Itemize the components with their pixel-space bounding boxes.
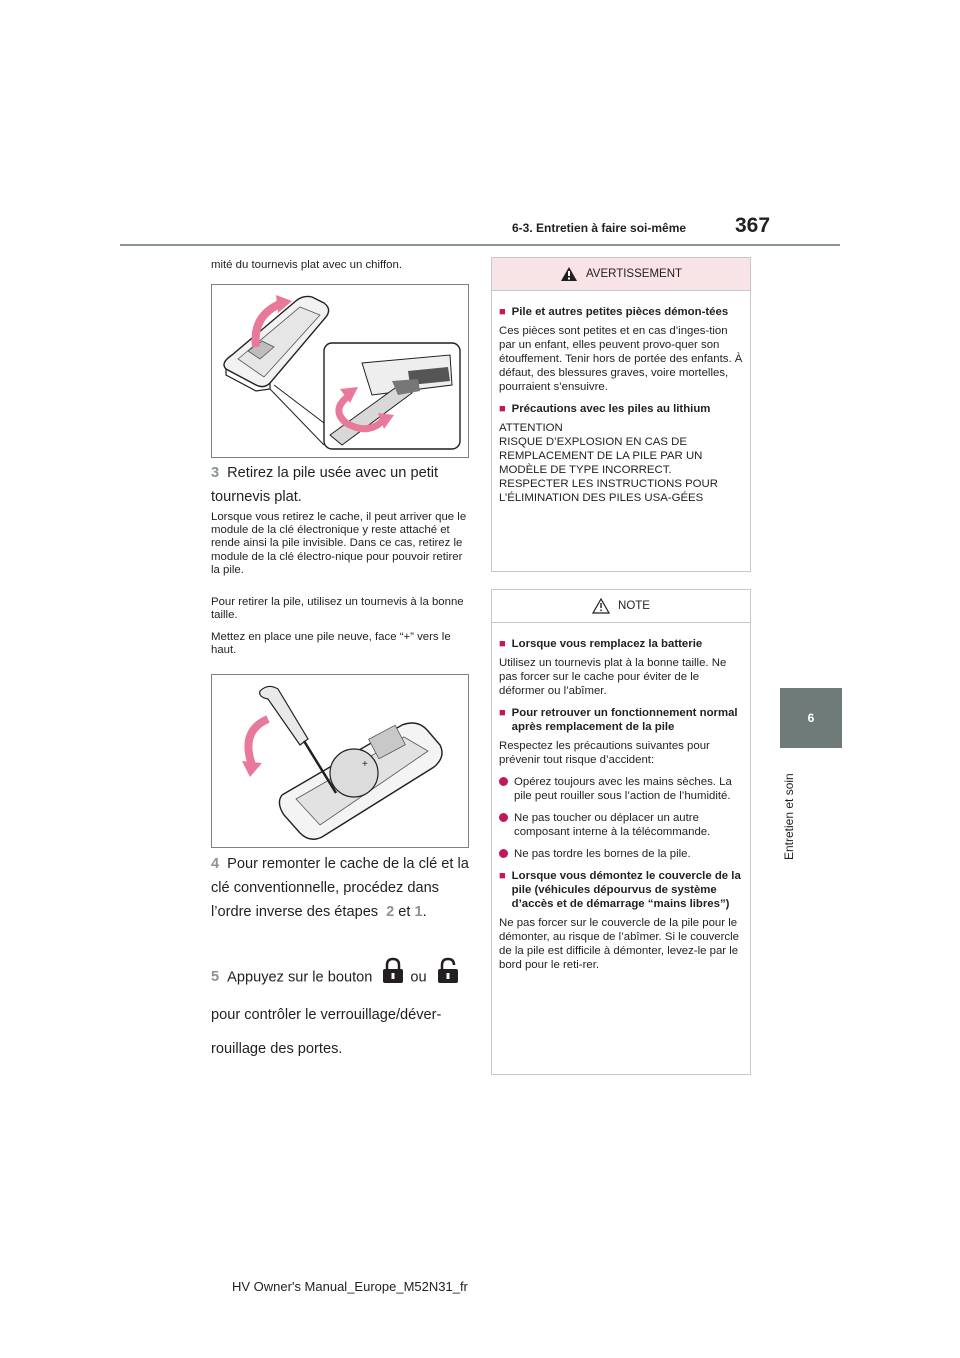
warning-section-2-title: ■ Précautions avec les piles au lithium bbox=[499, 403, 711, 415]
warning-box bbox=[491, 257, 751, 572]
note-polarity: Mettez en place une pile neuve, face “+” vers le haut. bbox=[211, 631, 451, 657]
step-4-text: Pour remonter le cache de la clé et la clé conventionnelle, procédez dans l’ordre inverse des étapes bbox=[211, 856, 469, 920]
note-section-2-text: Respectez les précautions suivantes pour prévenir tout risque d’accident: bbox=[499, 740, 710, 766]
caution-triangle-icon bbox=[592, 598, 610, 614]
note-section-1-text: Utilisez un tournevis plat à la bonne taille. Ne pas forcer sur le cache pour éviter de le déformer ou l’abîmer. bbox=[499, 657, 727, 697]
step-4-ref-1: 1 bbox=[414, 904, 423, 920]
svg-text:+: + bbox=[362, 759, 368, 770]
note-box bbox=[491, 589, 751, 1075]
header-divider bbox=[120, 244, 840, 246]
step-3-number: 3 bbox=[211, 465, 220, 481]
chapter-label bbox=[778, 760, 808, 880]
square-bullet-icon: ■ bbox=[499, 403, 506, 415]
square-bullet-icon: ■ bbox=[499, 638, 506, 650]
step-4-end: . bbox=[422, 904, 427, 920]
square-bullet-icon: ■ bbox=[499, 707, 506, 719]
figure-battery-removal bbox=[211, 674, 469, 848]
step-5-or: ou bbox=[410, 969, 427, 986]
step-4-and: et bbox=[398, 904, 411, 920]
intro-line: mité du tournevis plat avec un chiffon. bbox=[211, 259, 403, 271]
battery-illustration bbox=[212, 675, 468, 847]
section-title: 6-3. Entretien à faire soi-même bbox=[512, 221, 687, 235]
step-5-number: 5 bbox=[211, 969, 220, 986]
note-bullet-3: Ne pas tordre les bornes de la pile. bbox=[499, 847, 743, 861]
note-title: NOTE bbox=[618, 600, 650, 612]
warning-section-2-text: RISQUE D’EXPLOSION EN CAS DE REMPLACEMENT DE LA PILE PAR UN MODÈLE DE TYPE INCORRECT. RESPECTER LES INSTRUCTIONS POUR L’ÉLIMINATION DES PILES USA-GÉES bbox=[499, 436, 718, 504]
step-4-ref-2: 2 bbox=[386, 904, 395, 920]
step-3-text: Retirez la pile usée avec un petit tournevis plat. bbox=[211, 465, 439, 505]
note-section-3-text: Ne pas forcer sur le couvercle de la pile pour le démonter, au risque de l’abîmer. Si le couvercle de la pile est difficile à démonter, levez-le par le bord pour le reti-rer. bbox=[499, 917, 739, 971]
note-module: Lorsque vous retirez le cache, il peut arriver que le module de la clé électronique y reste attaché et rende ainsi la pile invisible. Dans ce cas, retirez le module de la clé électro-nique pour pouvoir retirer la pile. bbox=[211, 511, 467, 576]
note-bullet-1: Opérez toujours avec les mains sèches. La pile peut rouiller sous l’action de l’humidité. bbox=[499, 775, 743, 803]
step-5-text-a: Appuyez sur le bouton bbox=[227, 969, 373, 986]
square-bullet-icon: ■ bbox=[499, 306, 506, 318]
key-cover-illustration bbox=[212, 285, 468, 457]
step-3 bbox=[211, 461, 469, 509]
note-screwdriver: Pour retirer la pile, utilisez un tournevis à la bonne taille. bbox=[211, 596, 464, 622]
pry-arrow bbox=[248, 719, 268, 765]
note-section-2-title: ■ Pour retrouver un fonctionnement normal après remplacement de la pile bbox=[499, 707, 738, 733]
note-bullet-2: Ne pas toucher ou déplacer un autre composant interne à la télécommande. bbox=[499, 811, 743, 839]
figure-key-cover-removal bbox=[211, 284, 469, 458]
step-5 bbox=[211, 957, 473, 1066]
warning-header bbox=[492, 258, 750, 291]
step-4-number: 4 bbox=[211, 856, 220, 872]
unlock-icon bbox=[435, 957, 461, 998]
square-bullet-icon: ■ bbox=[499, 870, 506, 882]
page-number: 367 bbox=[735, 214, 771, 237]
note-section-1-title: ■ Lorsque vous remplacez la batterie bbox=[499, 638, 703, 650]
note-header bbox=[492, 590, 750, 623]
chapter-label-text: Entretien et soin bbox=[782, 773, 796, 860]
note-section-3-title: ■ Lorsque vous démontez le couvercle de la pile (véhicules dépourvus de système d’accès et de démarrage “mains libres”) bbox=[499, 870, 741, 910]
lock-icon bbox=[380, 957, 406, 998]
warning-triangle-icon bbox=[560, 266, 578, 282]
warning-section-1-text: Ces pièces sont petites et en cas d’inges-tion par un enfant, elles peuvent provo-quer son étouffement. Tenir hors de portée des enfants. À défaut, des blessures graves, voire mortelles, pourraient s’ensuivre. bbox=[499, 325, 743, 393]
step-4 bbox=[211, 852, 473, 924]
dot-bullet-icon bbox=[499, 849, 508, 858]
coin-battery bbox=[330, 749, 378, 797]
key-body bbox=[224, 296, 329, 391]
warning-section-1-title: ■ Pile et autres petites pièces démon-tées bbox=[499, 306, 729, 318]
warning-title: AVERTISSEMENT bbox=[585, 268, 683, 280]
dot-bullet-icon bbox=[499, 813, 508, 822]
footer-text: HV Owner's Manual_Europe_M52N31_fr bbox=[232, 1279, 468, 1294]
step-5-text-b: pour contrôler le verrouillage/déver-rouillage des portes. bbox=[211, 1007, 442, 1057]
chapter-tab[interactable]: 6 bbox=[780, 688, 842, 748]
warning-attention: ATTENTION bbox=[499, 422, 563, 434]
dot-bullet-icon bbox=[499, 777, 508, 786]
